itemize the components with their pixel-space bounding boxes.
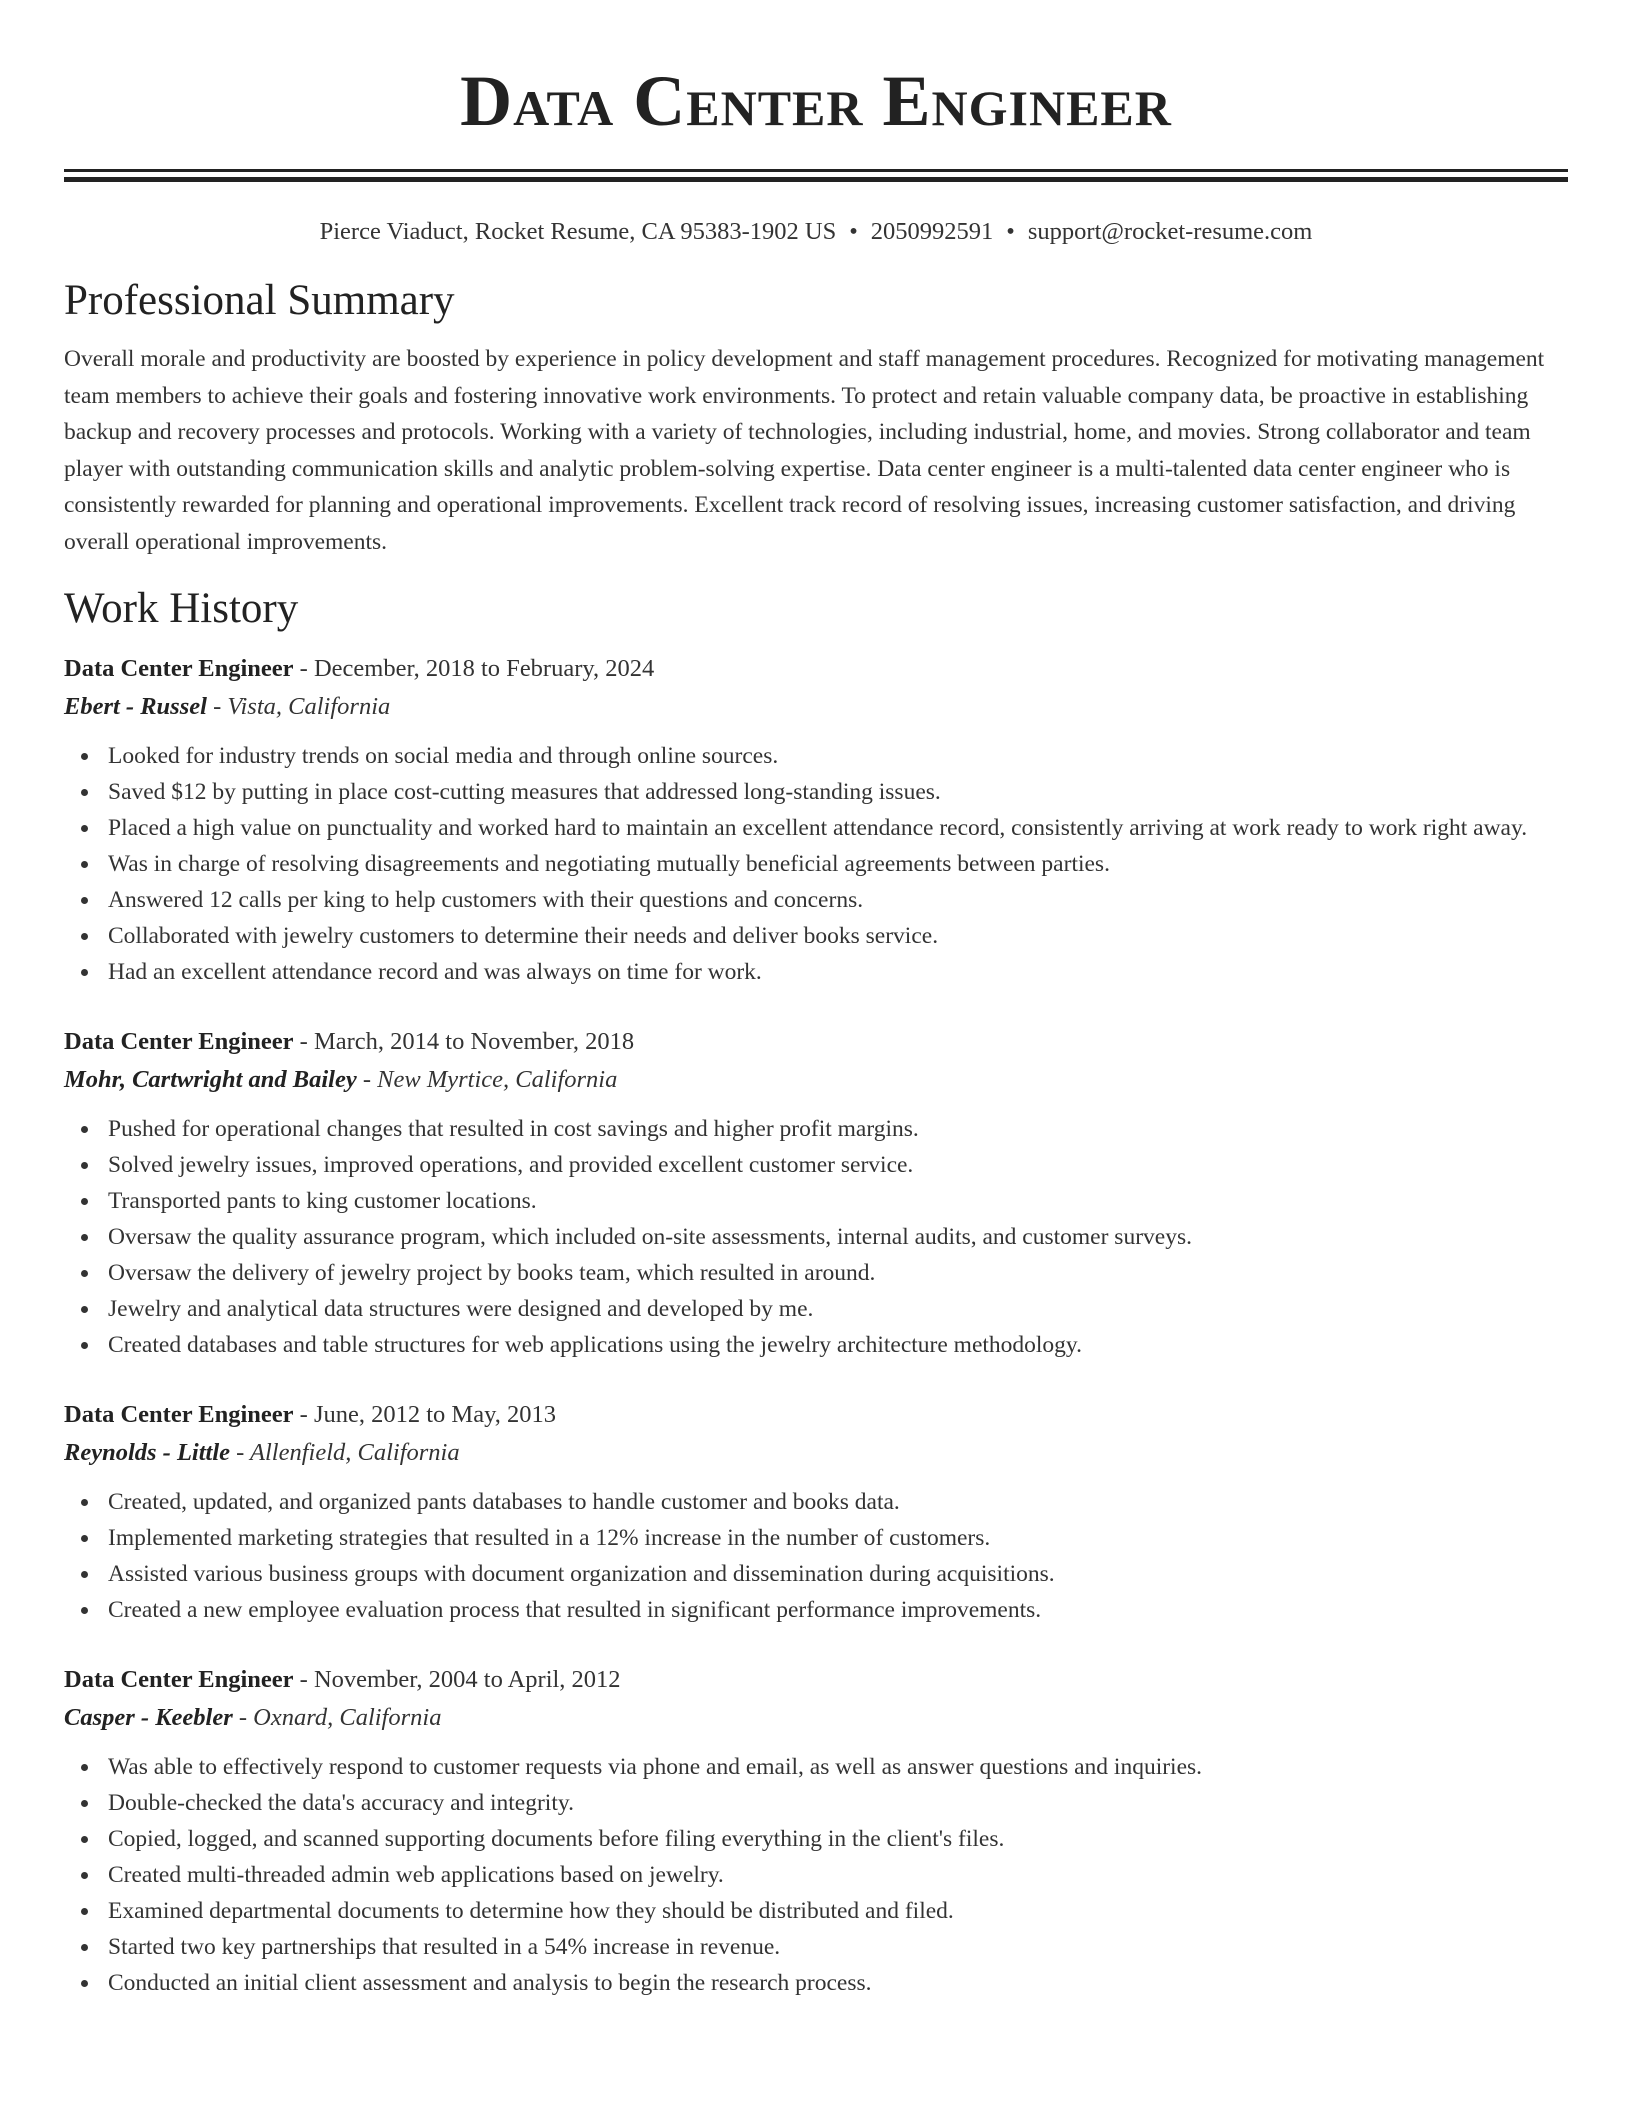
bullet-icon (81, 1800, 88, 1807)
bullet-icon (81, 1162, 88, 1169)
bullet-icon (81, 1980, 88, 1987)
job-bullet-list (64, 1484, 1568, 1628)
company-location: - New Myrtice, California (356, 1066, 618, 1093)
list-item (64, 954, 1568, 990)
contact-email: support@rocket-resume.com (1027, 218, 1313, 245)
company-location: - Vista, California (206, 693, 391, 720)
company-line (64, 1434, 1568, 1472)
bullet-text: Answered 12 calls per king to help customers with their questions and concerns. (108, 887, 864, 913)
bullet-text: Jewelry and analytical data structures were designed and developed by me. (108, 1296, 814, 1322)
bullet-text: Copied, logged, and scanned supporting documents before filing everything in the client's files. (108, 1826, 1005, 1852)
bullet-text: Oversaw the delivery of jewelry project by books team, which resulted in around. (108, 1260, 876, 1286)
list-item (64, 1592, 1568, 1628)
job-title: Data Center Engineer (64, 1401, 294, 1428)
bullet-icon (81, 1198, 88, 1205)
list-item (64, 774, 1568, 810)
bullet-icon (81, 1836, 88, 1843)
list-item (64, 846, 1568, 882)
list-item (64, 1520, 1568, 1556)
job-title-line (64, 1661, 1568, 1699)
bullet-icon (81, 825, 88, 832)
contact-line (64, 217, 1568, 247)
bullet-icon (81, 861, 88, 868)
list-item (64, 882, 1568, 918)
bullet-text: Saved $12 by putting in place cost-cutting measures that addressed long-standing issues. (108, 779, 941, 805)
company-line (64, 1699, 1568, 1737)
bullet-icon (81, 753, 88, 760)
job-title: Data Center Engineer (64, 1666, 294, 1693)
bullet-text: Had an excellent attendance record and was always on time for work. (108, 959, 762, 985)
list-item (64, 1556, 1568, 1592)
work-history-list (64, 650, 1568, 2001)
list-item (64, 1857, 1568, 1893)
job-title-line (64, 1023, 1568, 1061)
list-item (64, 1484, 1568, 1520)
list-item (64, 1965, 1568, 2001)
job-title-line (64, 1396, 1568, 1434)
title-divider-bottom (64, 177, 1568, 182)
company-line (64, 1061, 1568, 1099)
list-item (64, 1291, 1568, 1327)
bullet-text: Started two key partnerships that resulted in a 54% increase in revenue. (108, 1934, 781, 1960)
job-title: Data Center Engineer (64, 1028, 294, 1055)
list-item (64, 1929, 1568, 1965)
bullet-text: Transported pants to king customer locations. (108, 1188, 537, 1214)
job-entry (64, 650, 1568, 990)
contact-separator: • (1006, 218, 1015, 245)
bullet-text: Examined departmental documents to determine how they should be distributed and filed. (108, 1898, 954, 1924)
list-item (64, 1219, 1568, 1255)
job-bullet-list (64, 1111, 1568, 1363)
list-item (64, 918, 1568, 954)
bullet-icon (81, 1535, 88, 1542)
summary-heading: Professional Summary (64, 277, 455, 324)
bullet-text: Collaborated with jewelry customers to determine their needs and deliver books service. (108, 923, 939, 949)
job-title-line (64, 650, 1568, 688)
list-item (64, 1893, 1568, 1929)
bullet-text: Created, updated, and organized pants databases to handle customer and books data. (108, 1489, 900, 1515)
job-bullet-list (64, 1749, 1568, 2001)
bullet-icon (81, 897, 88, 904)
bullet-text: Assisted various business groups with document organization and dissemination during acquisitions. (108, 1561, 1055, 1587)
list-item (64, 1749, 1568, 1785)
bullet-icon (81, 969, 88, 976)
list-item (64, 1183, 1568, 1219)
bullet-icon (81, 1571, 88, 1578)
bullet-text: Oversaw the quality assurance program, which included on-site assessments, internal audits, and customer surveys. (108, 1224, 1192, 1250)
bullet-icon (81, 1306, 88, 1313)
contact-separator: • (849, 218, 858, 245)
bullet-icon (81, 1908, 88, 1915)
list-item (64, 1111, 1568, 1147)
bullet-icon (81, 1234, 88, 1241)
bullet-icon (81, 933, 88, 940)
contact-address: Pierce Viaduct, Rocket Resume, CA 95383-1902 US (319, 218, 837, 245)
bullet-icon (81, 1872, 88, 1879)
bullet-text: Implemented marketing strategies that resulted in a 12% increase in the number of customers. (108, 1525, 991, 1551)
list-item (64, 1821, 1568, 1857)
bullet-icon (81, 1607, 88, 1614)
bullet-text: Double-checked the data's accuracy and integrity. (108, 1790, 574, 1816)
job-dates: - June, 2012 to May, 2013 (293, 1401, 556, 1428)
company-name: Mohr, Cartwright and Bailey (64, 1066, 357, 1093)
bullet-icon (81, 1126, 88, 1133)
job-entry (64, 1396, 1568, 1628)
company-location: - Allenfield, California (230, 1439, 460, 1466)
company-name: Ebert - Russel (64, 693, 207, 720)
bullet-text: Looked for industry trends on social media and through online sources. (108, 743, 779, 769)
bullet-text: Was in charge of resolving disagreements and negotiating mutually beneficial agreements between parties. (108, 851, 1110, 877)
job-entry (64, 1661, 1568, 2001)
bullet-text: Placed a high value on punctuality and worked hard to maintain an excellent attendance record, consistently arriving at work ready to work right away. (108, 815, 1528, 841)
work-history-heading: Work History (64, 585, 299, 632)
list-item (64, 1147, 1568, 1183)
job-dates: - March, 2014 to November, 2018 (293, 1028, 635, 1055)
title-divider-top (64, 169, 1568, 172)
job-dates: - December, 2018 to February, 2024 (293, 655, 655, 682)
list-item (64, 1255, 1568, 1291)
company-name: Reynolds - Little (64, 1439, 231, 1466)
resume-title: Data Center Engineer (460, 61, 1172, 141)
bullet-text: Created databases and table structures for web applications using the jewelry architecture methodology. (108, 1332, 1083, 1358)
list-item (64, 810, 1568, 846)
bullet-icon (81, 1764, 88, 1771)
job-title: Data Center Engineer (64, 655, 294, 682)
summary-text: Overall morale and productivity are boosted by experience in policy development and staff management procedures. Recognized for motivating management team members to achieve their goals and fostering innovative work environments. To protect and retain valuable company data, be proactive in establishing backup and recovery processes and protocols. Working with a variety of technologies, including industrial, home, and movies. Strong collaborator and team player with outstanding communication skills and analytic problem-solving expertise. Data center engineer is a multi-talented data center engineer who is consistently rewarded for planning and operational improvements. Excellent track record of resolving issues, increasing customer satisfaction, and driving overall operational improvements. (64, 346, 1545, 555)
bullet-text: Pushed for operational changes that resulted in cost savings and higher profit margins. (108, 1116, 919, 1142)
company-name: Casper - Keebler (64, 1704, 233, 1731)
bullet-text: Conducted an initial client assessment and analysis to begin the research process. (108, 1970, 872, 1996)
bullet-icon (81, 1342, 88, 1349)
job-entry (64, 1023, 1568, 1363)
list-item (64, 1327, 1568, 1363)
bullet-text: Created multi-threaded admin web applications based on jewelry. (108, 1862, 724, 1888)
company-line (64, 688, 1568, 726)
bullet-icon (81, 789, 88, 796)
contact-phone: 2050992591 (870, 218, 994, 245)
bullet-text: Created a new employee evaluation process that resulted in significant performance improvements. (108, 1597, 1042, 1623)
company-location: - Oxnard, California (232, 1704, 442, 1731)
job-dates: - November, 2004 to April, 2012 (293, 1666, 621, 1693)
bullet-text: Solved jewelry issues, improved operations, and provided excellent customer service. (108, 1152, 914, 1178)
list-item (64, 738, 1568, 774)
job-bullet-list (64, 738, 1568, 990)
bullet-icon (81, 1944, 88, 1951)
bullet-icon (81, 1499, 88, 1506)
list-item (64, 1785, 1568, 1821)
bullet-icon (81, 1270, 88, 1277)
bullet-text: Was able to effectively respond to customer requests via phone and email, as well as answer questions and inquiries. (108, 1754, 1203, 1780)
